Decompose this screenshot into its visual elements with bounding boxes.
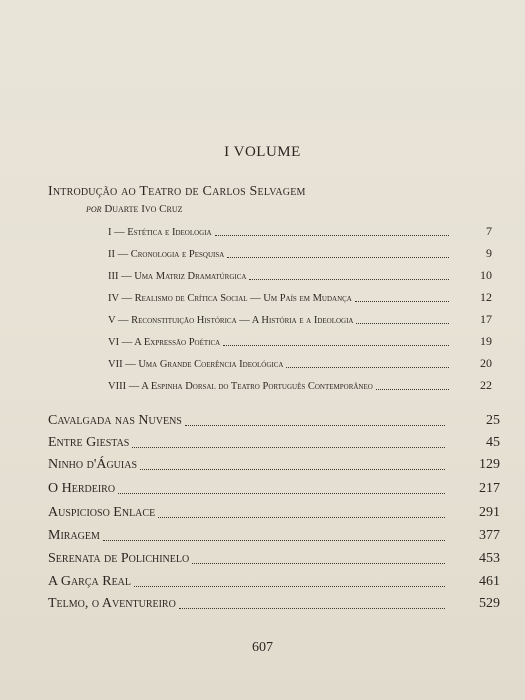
toc-subentry-page: 17: [480, 312, 492, 326]
dot-leader: [249, 279, 449, 280]
toc-subentry-label: VII — Uma Grande Coerência Ideológica: [108, 359, 284, 370]
toc-entry: [48, 528, 500, 544]
dot-leader: [356, 323, 449, 324]
dot-leader: [286, 367, 449, 368]
toc-entry-page: 25: [486, 413, 500, 428]
toc-subentry-page: 20: [480, 356, 492, 370]
toc-entry: [48, 596, 500, 612]
toc-entry-page: 461: [479, 574, 500, 589]
toc-subentry: [108, 356, 492, 371]
toc-entry-page: 453: [479, 551, 500, 566]
toc-subentry: [108, 246, 492, 261]
toc-subentry-label: VI — A Expressão Poética: [108, 337, 221, 348]
toc-subentry-page: 9: [486, 246, 492, 260]
toc-entry: [48, 435, 500, 451]
toc-entry-page: 377: [479, 528, 500, 543]
intro-title: Introdução ao Teatro de Carlos Selvagem: [48, 184, 306, 199]
toc-subentry-label: I — Estética e Ideologia: [108, 227, 212, 238]
dot-leader: [118, 493, 445, 494]
toc-entry-label: Telmo, o Aventureiro: [48, 596, 176, 611]
toc-subentry-label: II — Cronologia e Pesquisa: [108, 249, 225, 260]
toc-entry: [48, 505, 500, 521]
toc-entry-label: Cavalgada nas Nuvens: [48, 413, 182, 428]
dot-leader: [355, 301, 449, 302]
dot-leader: [223, 345, 449, 346]
toc-entry-label: A Garça Real: [48, 574, 132, 589]
dot-leader: [103, 540, 445, 541]
dot-leader: [192, 563, 445, 564]
toc-subentry: [108, 312, 492, 327]
toc-subentry-page: 22: [480, 378, 492, 392]
intro-author: [86, 203, 183, 215]
toc-entry-label: Ninho d'Águias: [48, 457, 138, 472]
toc-entry-label: Serenata de Polichinelo: [48, 551, 190, 566]
toc-subentry: [108, 268, 492, 283]
dot-leader: [134, 586, 445, 587]
toc-entry: [48, 457, 500, 473]
toc-subentry: [108, 334, 492, 349]
toc-subentry: [108, 378, 492, 393]
toc-entry-page: 129: [479, 457, 500, 472]
toc-entry: [48, 413, 500, 429]
page-number: 607: [252, 640, 273, 655]
toc-subentry-page: 10: [480, 268, 492, 282]
dot-leader: [215, 235, 449, 236]
toc-subentry: [108, 224, 492, 239]
toc-entry: [48, 481, 500, 497]
dot-leader: [132, 447, 445, 448]
toc-subentry: [108, 290, 492, 305]
toc-entry-page: 217: [479, 481, 500, 496]
toc-entry-label: Entre Giestas: [48, 435, 130, 450]
volume-title: I VOLUME: [224, 144, 301, 160]
toc-subentry-label: IV — Realismo de Crítica Social — Um País em Mudança: [108, 293, 352, 304]
dot-leader: [158, 517, 445, 518]
dot-leader: [376, 389, 449, 390]
toc-entry-label: Miragem: [48, 528, 100, 543]
toc-entry-label: O Herdeiro: [48, 481, 116, 496]
dot-leader: [227, 257, 449, 258]
toc-entry-page: 45: [486, 435, 500, 450]
author-prefix: por: [86, 203, 102, 215]
dot-leader: [140, 469, 445, 470]
toc-subentry-page: 12: [480, 290, 492, 304]
toc-entry-label: Auspicioso Enlace: [48, 505, 156, 520]
author-name: Duarte Ivo Cruz: [104, 203, 183, 215]
toc-entry-page: 529: [479, 596, 500, 611]
toc-subentry-label: III — Uma Matriz Dramatúrgica: [108, 271, 247, 282]
dot-leader: [185, 425, 445, 426]
toc-entry: [48, 551, 500, 567]
dot-leader: [179, 608, 445, 609]
toc-subentry-page: 19: [480, 334, 492, 348]
toc-subentry-label: V — Reconstituição Histórica — A História e a Ideologia: [108, 315, 354, 326]
toc-entry-page: 291: [479, 505, 500, 520]
toc-subentry-page: 7: [486, 224, 492, 238]
toc-subentry-label: VIII — A Espinha Dorsal do Teatro Português Contemporâneo: [108, 381, 373, 392]
toc-entry: [48, 574, 500, 590]
